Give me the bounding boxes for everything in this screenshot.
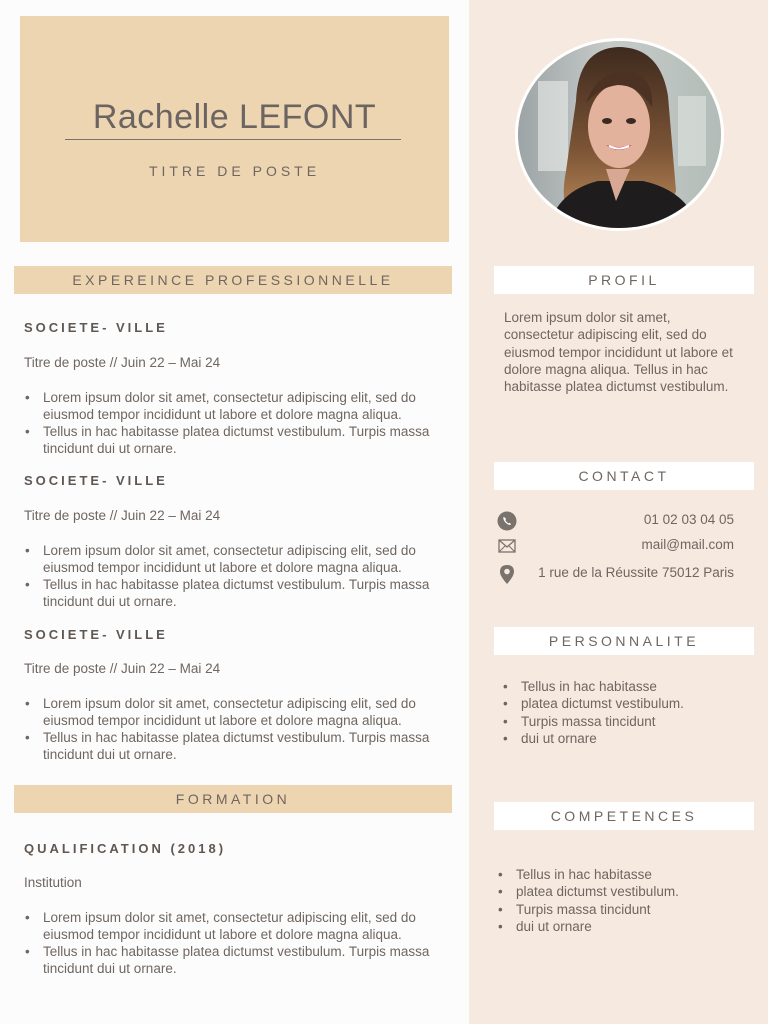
list-item: • Tellus in hac habitasse: [501, 678, 751, 695]
contact-email: [494, 535, 734, 557]
job-title: TITRE DE POSTE: [148, 163, 321, 179]
phone-value: 01 02 03 04 05: [643, 512, 734, 527]
qualification-title: QUALIFICATION (2018): [24, 841, 227, 856]
experience-role: Titre de poste // Juin 22 – Mai 24: [24, 661, 221, 676]
experience-company: SOCIETE- VILLE: [24, 473, 168, 488]
list-item: • platea dictumst vestibulum.: [501, 695, 751, 712]
email-value: mail@mail.com: [641, 537, 734, 552]
list-item: • Lorem ipsum dolor sit amet, consectetur adipiscing elit, sed do eiusmod tempor incididunt ut labore et dolore magna aliqua.: [24, 695, 449, 729]
list-item: • dui ut ornare: [501, 730, 751, 747]
formation-bullets: [24, 909, 449, 977]
list-item: • Lorem ipsum dolor sit amet, consectetur adipiscing elit, sed do eiusmod tempor incididunt ut labore et dolore magna aliqua.: [24, 909, 449, 943]
experience-section-header: EXPEREINCE PROFESSIONNELLE: [14, 266, 452, 294]
personnalite-section-header: PERSONNALITE: [494, 627, 754, 655]
contact-address: [494, 563, 734, 585]
profil-text: Lorem ipsum dolor sit amet, consectetur adipiscing elit, sed do eiusmod tempor incididunt ut labore et dolore magna aliqua. Tellus in hac habitasse platea dictumst vestibulum.: [504, 310, 733, 395]
list-item: • Tellus in hac habitasse platea dictumst vestibulum. Turpis massa tincidunt dui ut ornare.: [24, 729, 449, 763]
candidate-name: Rachelle LEFONT: [92, 98, 377, 136]
experience-bullets: [24, 389, 449, 457]
institution: Institution: [24, 875, 82, 890]
contact-section-header: CONTACT: [494, 462, 754, 490]
experience-bullets: [24, 695, 449, 763]
experience-role: Titre de poste // Juin 22 – Mai 24: [24, 355, 221, 370]
profile-photo: [515, 38, 724, 231]
name-header: [20, 16, 449, 242]
list-item: • Turpis massa tincidunt: [501, 713, 751, 730]
list-item: • dui ut ornare: [496, 918, 746, 935]
phone-icon: [496, 511, 518, 531]
experience-company: SOCIETE- VILLE: [24, 320, 168, 335]
envelope-icon: [496, 536, 518, 556]
formation-section-header: FORMATION: [14, 785, 452, 813]
address-value: 1 rue de la Réussite 75012 Paris: [538, 565, 734, 580]
list-item: • Turpis massa tincidunt: [496, 901, 746, 918]
list-item: • Tellus in hac habitasse platea dictumst vestibulum. Turpis massa tincidunt dui ut ornare.: [24, 423, 449, 457]
list-item: • Lorem ipsum dolor sit amet, consectetur adipiscing elit, sed do eiusmod tempor incididunt ut labore et dolore magna aliqua.: [24, 542, 449, 576]
profil-section-header: PROFIL: [494, 266, 754, 294]
experience-role: Titre de poste // Juin 22 – Mai 24: [24, 508, 221, 523]
name-divider: [65, 139, 401, 140]
list-item: • platea dictumst vestibulum.: [496, 883, 746, 900]
list-item: • Tellus in hac habitasse: [496, 866, 746, 883]
experience-bullets: [24, 542, 449, 610]
competences-list: [496, 866, 746, 935]
contact-phone: [494, 510, 734, 532]
competences-section-header: COMPETENCES: [494, 802, 754, 830]
list-item: • Lorem ipsum dolor sit amet, consectetur adipiscing elit, sed do eiusmod tempor incididunt ut labore et dolore magna aliqua.: [24, 389, 449, 423]
list-item: • Tellus in hac habitasse platea dictumst vestibulum. Turpis massa tincidunt dui ut ornare.: [24, 943, 449, 977]
experience-company: SOCIETE- VILLE: [24, 627, 168, 642]
list-item: • Tellus in hac habitasse platea dictumst vestibulum. Turpis massa tincidunt dui ut ornare.: [24, 576, 449, 610]
map-pin-icon: [496, 564, 518, 584]
portrait-image: [518, 41, 721, 228]
personnalite-list: [501, 678, 751, 747]
